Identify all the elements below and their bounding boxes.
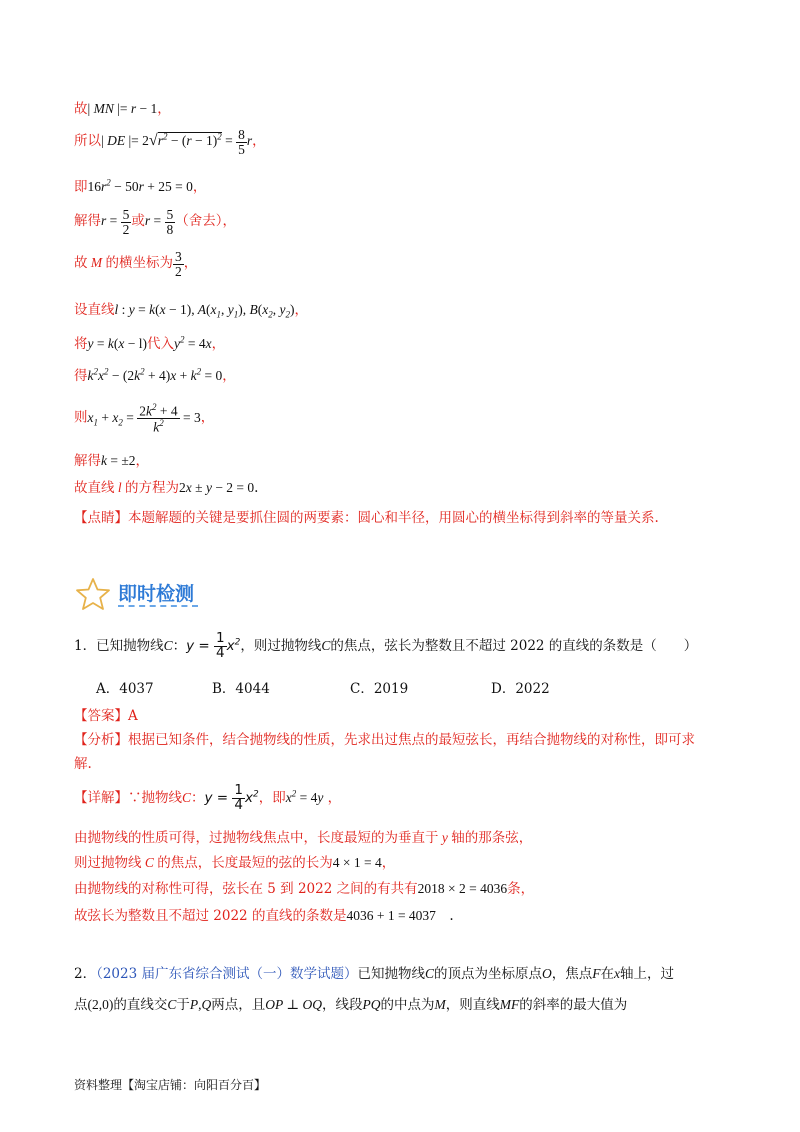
detail-label: 【详解】 bbox=[74, 790, 128, 806]
choice-d[interactable]: D．2022 bbox=[491, 681, 550, 697]
solution-prefix: 故 bbox=[74, 101, 88, 117]
analysis-label: 【分析】 bbox=[74, 732, 128, 748]
math-expr: r = $\frac{5}{8}$ bbox=[144, 207, 174, 237]
question-2-line-1: 2．（2023 届广东省综合测试（一）数学试题）已知抛物线C的顶点为坐标原点O，焦点F在x轴上，过 bbox=[74, 966, 675, 982]
answer-line bbox=[74, 704, 138, 724]
analysis-line-2: 解. bbox=[74, 756, 92, 772]
analysis-line-1: 【分析】根据已知条件，结合抛物线的性质，先求出过焦点的最短弦长，再结合抛物线的对称性，即可求 bbox=[74, 732, 695, 748]
solution-line-6: 设直线l : y = k(x − 1), $A(x_1$, $y_1$), $B(x_2$, $y_2$)， bbox=[74, 302, 309, 320]
detail-line-2: 由抛物线的性质可得，过抛物线焦点中，长度最短的为垂直于 y 轴的那条弦， bbox=[74, 830, 533, 846]
dianjing-note bbox=[74, 506, 659, 526]
answer-value: A bbox=[128, 708, 138, 724]
solution-line-3: 即$16r^2 - 50r + 25 = 0$， bbox=[74, 177, 207, 195]
math-expr: 4 × 1 = 4 bbox=[332, 855, 382, 870]
answer-label: 【答案】 bbox=[74, 708, 128, 724]
math-expr: $k^2x^2 - (2k^2 + 4)x + k^2 = 0$ bbox=[87, 366, 223, 383]
math-expr: | DE |= $2√r^2 - (r - 1)^2$ = $\frac{8}{5}$ r bbox=[101, 127, 253, 157]
math-expr: 2018 × 2 = 4036 bbox=[417, 881, 508, 896]
math-expr: 2x ± y − 2 = 0 bbox=[179, 480, 255, 495]
solution-line-7: 将y = k(x − l)代入$y^2 = 4x$， bbox=[74, 334, 226, 352]
solution-prefix: 则 bbox=[74, 409, 88, 426]
solution-prefix: 解得 bbox=[74, 213, 101, 230]
math-expr: y = k(x − l) bbox=[87, 336, 147, 351]
solution-prefix: 设直线 bbox=[74, 302, 115, 318]
solution-line-2: 所以| DE |= $2√r^2 - (r - 1)^2$ = $\frac{8}{5}$ r， bbox=[74, 127, 266, 157]
solution-line-5: 故 M 的横坐标为 $\frac{3}{2}$ ， bbox=[74, 249, 198, 279]
math-expr: | MN |= r − 1 bbox=[87, 101, 158, 116]
math-expr: $x_1 + x_2$ = $\frac{2k^2 + 4}{k^2}$ = 3 bbox=[87, 402, 201, 435]
footer-text: 资料整理【淘宝店铺：向阳百分百】 bbox=[74, 1078, 267, 1092]
solution-prefix: 故直线 bbox=[74, 480, 115, 496]
choice-a[interactable]: A．4037 bbox=[96, 681, 154, 697]
math-expr: $y^2 = 4x$ bbox=[174, 334, 212, 351]
solution-prefix: 所以 bbox=[74, 133, 101, 150]
solution-line-4: 解得r = $\frac{5}{2}$ 或r = $\frac{5}{8}$ （舍去）， bbox=[74, 207, 237, 237]
math-expr: $16r^2 - 50r + 25 = 0$ bbox=[87, 177, 193, 194]
solution-prefix: 解得 bbox=[74, 453, 101, 469]
dianjing-text: 本题解题的关键是要抓住圆的两要素：圆心和半径，用圆心的横坐标得到斜率的等量关系. bbox=[128, 510, 659, 526]
section-title: 即时检测 bbox=[118, 583, 195, 605]
solution-line-11: 故直线 l 的方程为2x ± y − 2 = 0. bbox=[74, 480, 259, 496]
math-expr: 4036 + 1 = 4037 bbox=[346, 908, 436, 923]
detail-line-3: 则过抛物线 C 的焦点，长度最短的弦的长为4 × 1 = 4， bbox=[74, 855, 396, 871]
solution-line-9: 则$x_1 + x_2$ = $\frac{2k^2 + 4}{k^2}$ = 3， bbox=[74, 402, 215, 435]
solution-line-10: 解得k = ±2， bbox=[74, 453, 150, 469]
detail-line-1: 【详解】∵抛物线C：y = $\frac{1}{4}$ $x^2$，即$x^2 = 4y$ ， bbox=[74, 782, 342, 813]
math-expr: y = $\frac{1}{4}$ $x^2$ bbox=[204, 782, 259, 813]
math-expr: $x^2 = 4y$ bbox=[285, 788, 324, 805]
section-title-underline bbox=[118, 605, 198, 607]
dianjing-label: 【点睛】 bbox=[74, 510, 128, 526]
choice-b[interactable]: B．4044 bbox=[212, 681, 270, 697]
star-icon bbox=[75, 577, 111, 611]
question-2-line-2: 点(2,0)的直线交C于P,Q两点，且OP ⊥ OQ，线段PQ的中点为M，则直线MF的斜率的最大值为 bbox=[74, 997, 628, 1013]
math-expr: r = $\frac{5}{2}$ bbox=[101, 207, 130, 237]
solution-line-8: 得$k^2x^2 - (2k^2 + 4)x + k^2 = 0$， bbox=[74, 366, 236, 384]
solution-prefix: 将 bbox=[74, 336, 88, 352]
math-expr: y = $\frac{1}{4}$ $x^2$ bbox=[186, 630, 241, 661]
solution-prefix: 即 bbox=[74, 179, 88, 195]
detail-line-4: 由抛物线的对称性可得，弦长在 5 到 2022 之间的有共有2018 × 2 = 4036条， bbox=[74, 881, 535, 897]
math-expr: k = ±2 bbox=[101, 453, 136, 468]
question-source: （2023 届广东省综合测试（一）数学试题） bbox=[96, 966, 358, 982]
math-expr: l : y = k(x − 1), $A(x_1$, $y_1$), $B(x_2$, $y_2$) bbox=[114, 302, 295, 320]
question-1-stem: 1．已知抛物线C：y = $\frac{1}{4}$ $x^2$，则过抛物线C的焦点，弦长为整数且不超过 2022 的直线的条数是（ ） bbox=[74, 630, 698, 661]
solution-line-1: 故| MN |= r − 1， bbox=[74, 101, 171, 117]
choice-c[interactable]: C．2019 bbox=[350, 681, 409, 697]
solution-prefix: 得 bbox=[74, 368, 88, 384]
detail-line-5: 故弦长为整数且不超过 2022 的直线的条数是4036 + 1 = 4037 . bbox=[74, 908, 454, 924]
solution-prefix: 故 bbox=[74, 255, 88, 272]
